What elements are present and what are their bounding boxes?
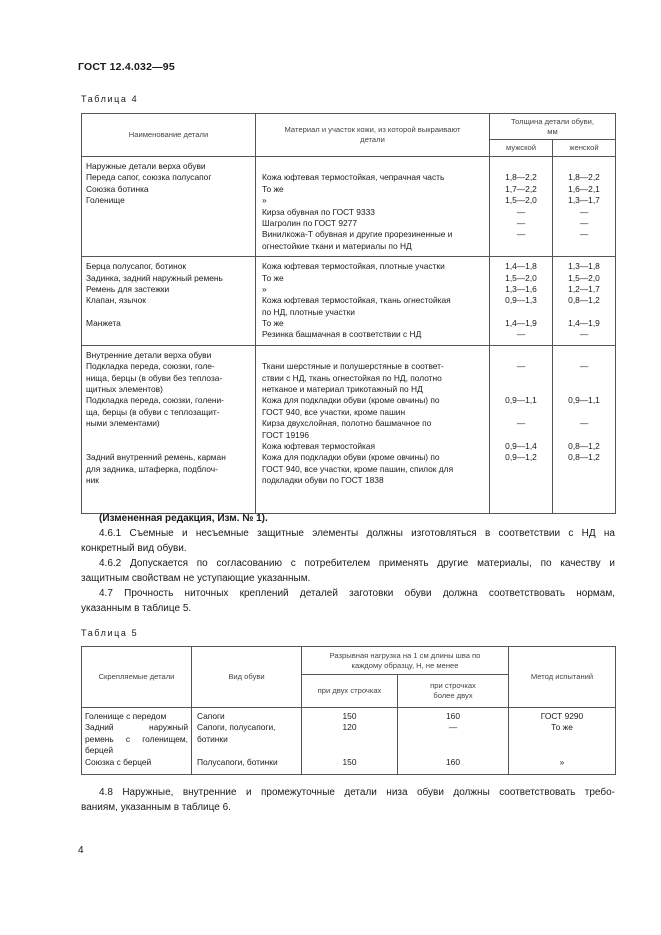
cell-line [492,384,550,395]
cell-line [492,307,550,318]
cell-line: » [262,283,267,294]
cell-line: 0,8—1,2 [568,452,600,463]
col-header-female: женской [553,140,616,157]
material-cell [256,345,490,513]
col-header-parts: Скрепляемые детали [82,647,192,708]
cell-line: — [516,217,526,228]
parts-cell: Голенище с передом Задний наружный ремень с голенищем, берцей Союзка с берцей [82,708,192,775]
cell-line: 0,8—1,2 [568,295,600,306]
cell-line [86,218,251,229]
cell-line: Кожа юфтевая термостойкая [262,440,376,451]
col-header-material: Материал и участок кожи, из которой выкраивают детали [256,114,490,157]
cell-line: 0,9—1,1 [505,395,537,406]
male-thickness-cell [490,257,553,346]
male-thickness-cell [490,157,553,257]
document-header: ГОСТ 12.4.032—95 [78,61,175,73]
cell-line: нетканое и материал трикотажный по НД [262,384,423,395]
cell-line: ГОСТ 19196 [262,429,310,440]
cell-line [86,498,251,509]
cell-line: — [516,361,526,372]
cell-line [555,498,613,509]
cell-line: Винилкожа-Т обувная и другие прорезиненные и [262,229,453,240]
cell-line: 1,3—1,8 [568,261,600,272]
cell-line [86,329,251,340]
cell-line: Резинка башмачная в соответствии с НД [262,329,422,340]
paragraph-4-8: 4.8 Наружные, внутренние и промежуточные детали низа обуви должны соответствовать требо- ваниям, указанным в таблице 6. [81,787,615,813]
cell-line: Кожа юфтевая термостойкая, чепрачная часть [262,172,445,183]
cell-line: — [516,418,526,429]
cell-line: — [579,418,589,429]
cell-line [492,241,550,252]
table-5 [81,646,616,775]
cell-line: ГОСТ 940, все участки, кроме пашин, спилок для [262,463,454,474]
cell-line: Ремень для застежки [86,283,170,294]
col-header-breaking-load: Разрывная нагрузка на 1 см длины шва по каждому образцу, Н, не менее [302,647,509,675]
female-thickness-cell [553,157,616,257]
cell-line: Кирза двухслойная, полотно башмачное по [262,418,432,429]
cell-line [86,441,251,452]
test-method-cell: ГОСТ 9290 То же » [509,708,616,775]
cell-line: Подкладка переда, союзки, голени- [86,395,224,406]
cell-line: огнестойкие ткани и материалы по НД [262,240,412,251]
cell-line: ными элементами) [86,418,160,429]
cell-line: Ткани шерстяные и полушерстяные в соответ- [262,361,444,372]
cell-line: Переда сапог, союзка полусапог [86,172,212,183]
cell-line: 0,9—1,1 [568,395,600,406]
cell-line: 1,5—2,0 [505,195,537,206]
col-header-test-method: Метод испытаний [509,647,616,708]
table-row [82,257,616,346]
cell-line [492,430,550,441]
cell-line: ща, берцы (в обуви с теплозащит- [86,406,220,417]
cell-line [262,161,485,172]
cell-line: 1,5—2,0 [568,272,600,283]
cell-line: Наружные детали верха обуви [86,161,206,171]
cell-line [555,384,613,395]
cell-line: Шагролин по ГОСТ 9277 [262,217,357,228]
cell-line: — [579,329,589,340]
page-number: 4 [78,845,84,856]
cell-line: — [516,206,526,217]
cell-line: Кожа для подкладки обуви (кроме овчины) по [262,452,440,463]
cell-line [555,464,613,475]
cell-line [86,229,251,240]
cell-line: 1,6—2,1 [568,183,600,194]
table-row [82,708,616,775]
cell-line [262,487,485,498]
cell-line: Кожа для подкладки обуви (кроме овчины) по [262,395,440,406]
shoe-type-cell: Сапоги Сапоги, полусапоги, ботинки Полусапоги, ботинки [192,708,302,775]
table-4-caption: Таблица 4 [81,94,139,104]
cell-line: Берца полусапог, ботинок [86,261,187,272]
cell-line [86,430,251,441]
cell-line: ник [86,475,99,486]
cell-line [492,407,550,418]
cell-line: 1,3—1,6 [505,283,537,294]
part-name-cell [82,257,256,346]
cell-line: нища, берцы (в обуви без теплоза- [86,372,223,383]
cell-line [492,487,550,498]
female-thickness-cell [553,345,616,513]
cell-line: Кирза обувная по ГОСТ 9333 [262,206,375,217]
cell-line: Голенище [86,195,125,206]
paragraph-4-7: 4.7 Прочность ниточных креплений деталей заготовки обуви должна соответствовать нормам, указанным в таблице 5. [81,588,615,614]
cell-line: Задний внутренний ремень, карман [86,452,226,463]
cell-line [262,350,485,361]
cell-line: То же [262,318,284,329]
cell-line: для задника, штаферка, подблоч- [86,463,218,474]
male-thickness-cell [490,345,553,513]
cell-line: 1,4—1,9 [568,318,600,329]
cell-line [555,307,613,318]
table-4 [81,113,616,514]
material-cell [256,157,490,257]
col-header-more-stitches: при строчках более двух [398,675,509,708]
cell-line [492,498,550,509]
cell-line [555,430,613,441]
cell-line: Внутренние детали верха обуви [86,349,212,360]
cell-line: Задинка, задний наружный ремень [86,272,223,283]
table-row [82,157,616,257]
col-header-thickness: Толщина детали обуви, мм [490,114,616,140]
cell-line [492,464,550,475]
cell-line: 0,9—1,4 [505,440,537,451]
female-thickness-cell [553,257,616,346]
cell-line: — [579,229,589,240]
cell-line [86,207,251,218]
cell-line [555,487,613,498]
cell-line: — [516,229,526,240]
cell-line: То же [262,272,284,283]
cell-line: 1,5—2,0 [505,272,537,283]
part-name-cell [82,345,256,513]
cell-line [492,161,550,172]
cell-line [492,475,550,486]
cell-line: щитных элементов) [86,384,163,395]
cell-line [555,373,613,384]
cell-line: 0,8—1,2 [568,440,600,451]
cell-line: То же [262,183,284,194]
col-header-two-stitches: при двух строчках [302,675,398,708]
cell-line: 1,8—2,2 [568,172,600,183]
cell-line: Манжета [86,318,121,329]
cell-line [555,241,613,252]
cell-line: Клапан, язычок [86,295,146,306]
table-row [82,345,616,513]
cell-line: ГОСТ 940, все участки, кроме пашин [262,406,406,417]
cell-line: 0,9—1,3 [505,295,537,306]
two-stitches-cell: 150 120 150 [302,708,398,775]
cell-line: 1,3—1,7 [568,195,600,206]
cell-line [555,475,613,486]
cell-line: — [516,329,526,340]
col-header-part-name: Наименование детали [82,114,256,157]
cell-line: — [579,217,589,228]
cell-line [555,407,613,418]
cell-line [555,161,613,172]
cell-line: 0,9—1,2 [505,452,537,463]
paragraph-4-6-1: 4.6.1 Съемные и несъемные защитные элементы должны изготовляться в соответствии с НД на конкретный вид обуви. [81,528,615,554]
cell-line: подкладки обуви по ГОСТ 1838 [262,475,384,486]
cell-line: Кожа юфтевая термостойкая, плотные участки [262,261,445,272]
cell-line: 1,2—1,7 [568,283,600,294]
col-header-shoe-type: Вид обуви [192,647,302,708]
cell-line [555,350,613,361]
cell-line [86,487,251,498]
cell-line: — [579,361,589,372]
cell-line: Кожа юфтевая термостойкая, ткань огнестойкая [262,295,451,306]
cell-line: » [262,195,267,206]
cell-line [492,373,550,384]
table-5-caption: Таблица 5 [81,628,139,638]
cell-line [86,241,251,252]
cell-line [492,350,550,361]
cell-line: — [579,206,589,217]
cell-line [262,498,485,509]
amendment-note: (Измененная редакция, Изм. № 1). [99,513,268,524]
col-header-male: мужской [490,140,553,157]
cell-line: по НД, плотные участки [262,306,355,317]
paragraph-4-6-2: 4.6.2 Допускается по согласованию с потребителем применять другие материалы, по качеству и защитным свойствам не уступающие указанным. [81,558,615,584]
cell-line: Подкладка переда, союзки, голе- [86,361,215,372]
cell-line: Союзка ботинка [86,183,149,194]
cell-line: 1,8—2,2 [505,172,537,183]
cell-line [86,307,251,318]
cell-line: 1,4—1,8 [505,261,537,272]
part-name-cell [82,157,256,257]
cell-line: ствии с НД, ткань огнестойкая по НД, полотно [262,372,442,383]
cell-line: 1,4—1,9 [505,318,537,329]
cell-line: 1,7—2,2 [505,183,537,194]
material-cell [256,257,490,346]
more-stitches-cell: 160 — 160 [398,708,509,775]
